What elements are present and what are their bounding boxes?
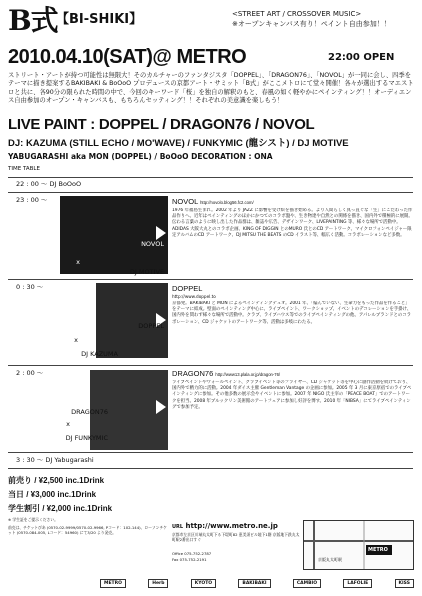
sponsor-logo: KYOTO [191,579,216,588]
open-time: 22:00 OPEN [328,52,395,63]
novol-bio-name: NOVOL [172,197,198,206]
doppel-bio-title [172,284,202,293]
ticket-info: 前売は、チケットぴあ (0570-02-9999/0570-02-9966, Pコード：102-144)、ローソンチケット (0570-084-005, Lコード：54960) にて3/20 より発売。 [8,525,167,536]
doppel-bio-name: DOPPEL [172,284,203,293]
venue-fax: Fax 075-752-2191 [172,557,207,562]
timetable-slot-5: 3 : 30 〜 DJ Yabugarashi [16,456,94,464]
timetable-slot-3-time: 0 : 30 〜 [16,283,44,291]
price-advance: 前売り / ¥2,500 inc.1Drink [8,476,105,485]
price-student: 学生割引 / ¥2,000 inc.1Drink [8,504,113,513]
artist-novol: NOVOL [141,240,164,248]
novol-bio-title [172,197,254,207]
doppel-url[interactable]: http://www.doppel.to [172,294,216,299]
sponsor-logo: Herb [148,579,168,588]
dj-motive: DJ MOTIVE [129,268,164,276]
timetable-slot-1: 22 : 00 〜 DJ BoOoO [16,180,82,188]
timetable-divider [8,279,413,280]
live-paint-line: LIVE PAINT : DOPPEL / DRAGON76 / NOVOL [8,116,315,133]
dragon76-bio-title [172,369,280,379]
dragon76-url[interactable]: http://www13.plala.or.jp/dragon-76/ [215,372,281,377]
event-name: 【BI-SHIKI】 [56,12,143,27]
arrow-icon [156,226,166,240]
sponsor-logo: KISS [395,579,414,588]
url-label: URL [172,524,184,530]
sub-dj-line: YABUGARASHI aka MON (DOPPEL) / BoOoO DECORATION : ONA [8,152,273,161]
sponsor-logo: BAKIBAKI [238,579,270,588]
intro-text: ストリート・アートが持つ可能性は無限大！そのカルチャーのファンタジスタ「DOPPEL」、「DRAGON76」、「NOVOL」が一同に会し、四季をテーマに描き提案するBAKIBAKI & BoOoO プロデュースの京都アート・サミット「B式」がここメトロにて堂々開催！各々が選出するマエストロと共に、各90分の限られた時間の中で、今回のキーワード「桜」を独自の解釈のもと、春風の如く軽やかにペインティング！！オーディエンス自由参加のオープン・キャンバスも、もちろんセッティング！！それぞれの美意識を楽しもう！ [8,72,414,105]
sponsor-logo: METRO [100,579,126,588]
novol-bio-text: 1976 年福島生まれ。2002 年より JAZZ に影響を受け絵を描き始める。より人間らしく真っ直ぐな「生」にこだわった作品作りへ。近年はペインティングのほかにかつてのコラボ盤や、生き物達や自然との関係を描き、国内外で積極的に展開。伝わる言葉のように映し出した作品群は、雑誌や広告、デザインワーク、LIVEPAINTING 等、様々な場所で活動中。ADIDAS 大阪大丸とのコラボ企画、KING OF DIGGIN とのMURO 氏とのCD アートワーク、マイクロフォンペイジャー限定アルバムのCD アートワーク、DJ MITSU THE BEATS のCD イラスト等、幅広く活動。コラボレーションなど多数。 [172,208,413,238]
doppel-photo [96,283,168,358]
venue-map [303,520,414,570]
timetable-divider [8,365,413,366]
venue-url-block [172,522,278,531]
artist-dragon76: DRAGON76 [71,408,108,416]
timetable-divider [8,192,413,193]
arrow-icon [156,400,166,414]
dj-funkymic: DJ FUNKYMIC [65,434,108,442]
event-tagline: <STREET ART / CROSSOVER MUSIC> [232,10,362,18]
artist-doppel: DOPPEL [138,322,164,330]
novol-url[interactable]: http://novolo.blog56.fc2.com/ [200,200,254,205]
venue-url[interactable]: http://www.metro.ne.jp [185,522,278,530]
venue-address: 京都市左京区川端丸太町下る下堤町82 恵美須ビル地下1階 京阪地下鉄丸太町駅2番出口すぐ [172,532,300,543]
timetable-slot-4-time: 2 : 00 〜 [16,369,44,377]
dragon76-bio-text: ライブペイントやウォールペイント、クラブイベント等のフライヤー、CD ジャケット等を中心に創作活動を続けており、国内外で精力的に活動。2004 年ダイス主催 Gentleman Vantage の企画に参加。2005 年 3 月に東京原宿でのライブペインティングに参加。その他多数の展示会やイベントに参加。2007 年 NIGO 氏主宰の「PEACE BOAT」でのアートワークを担当。2008 年ブルックリン美術館のアートフェアに参加し好評を博す。2010 年「NIBSA」にてライブペインティングで参加予定。 [172,380,412,410]
timetable-top-divider [8,177,413,178]
sponsor-logo: CAMBIO [293,579,321,588]
event-logo: B式 [8,4,58,37]
map-metro-label: METRO [368,547,388,553]
doppel-bio-text: 京都発。BAKIBAKI と MON によるペインティングデュオ。2001 年、「偏んでいない、生命力をもった作品を作ること」をテーマに結成。壁面のペインティング中心に、ライブペイント、ワークショップ、イベントのデコレーションを手掛け、国内外を問わず様々な場所で活動中。クラブ、ライブハウス等でのライブペインティングの他、アパレルブランドとのコラボレーション、CD ジャケットのアートワーク等、活動は多岐にわたる。 [172,301,412,325]
dj-kazuma: DJ KAZUMA [81,350,118,358]
timetable-bottom-divider [8,468,413,469]
event-date-venue: 2010.04.10(SAT)@ METRO [8,46,247,68]
price-door: 当日 / ¥3,000 inc.1Drink [8,490,97,499]
dragon76-bio-name: DRAGON76 [172,369,214,378]
timetable-slot-2-time: 23 : 00 〜 [16,196,48,204]
student-note: ※ 学生証をご提示ください。 [8,517,58,522]
versus-x: x [66,420,70,428]
open-canvas-note: ※オープンキャンバス有り！ペイント自由参加！！ [232,20,391,28]
sponsor-logo: LAFOLIE [343,579,372,588]
sponsor-logos [100,576,414,590]
dj-line: DJ: KAZUMA (STILL ECHO / MO'WAVE) / FUNKYMIC (龍シスト) / DJ MOTIVE [8,138,349,149]
versus-x: x [74,336,78,344]
timetable-title: TIME TABLE [8,166,40,172]
versus-x: x [76,258,80,266]
venue-office: Office 075-752-2787 [172,551,212,556]
map-station-label: 京阪丸太町駅 [318,557,342,562]
